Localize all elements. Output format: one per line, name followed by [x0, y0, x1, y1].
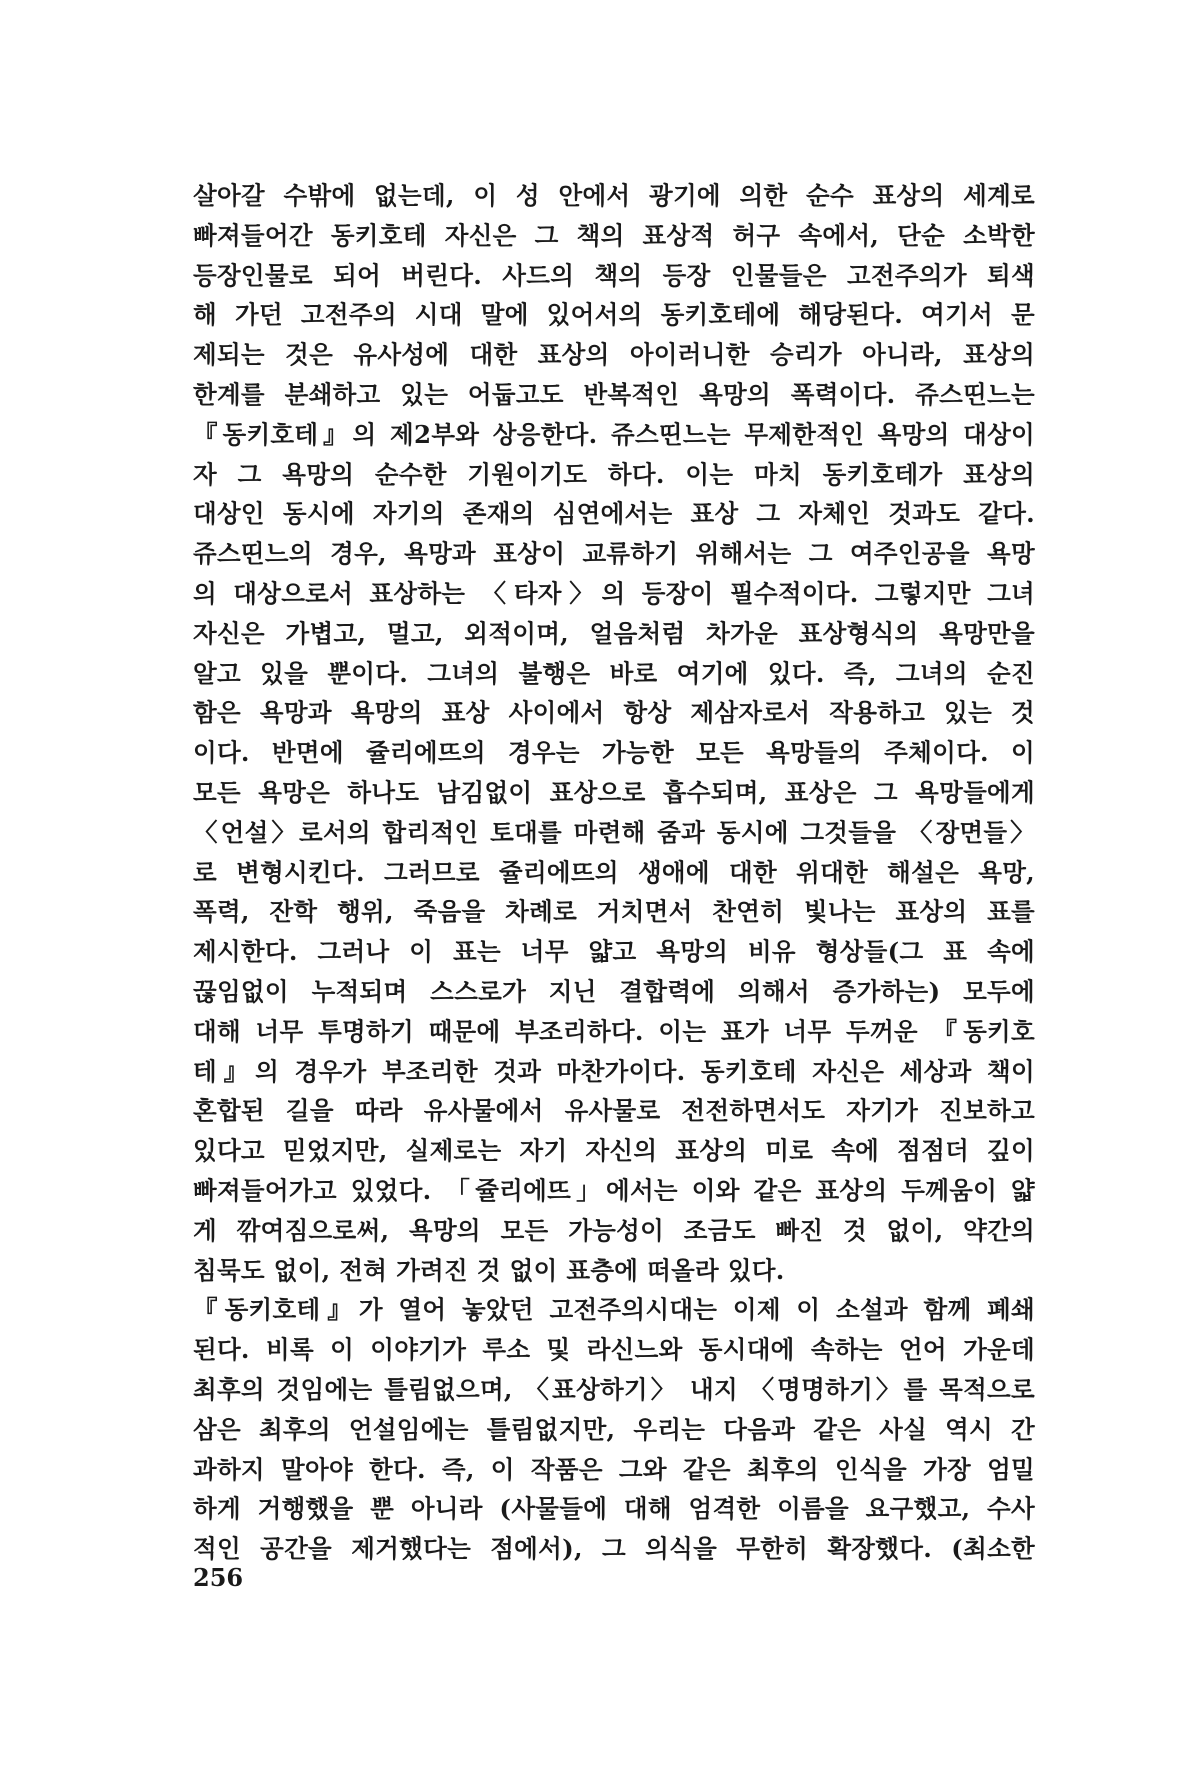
text-line: 있다고 믿었지만, 실제로는 자기 자신의 표상의 미로 속에 점점더 깊이: [193, 1136, 1035, 1166]
text-line: 빠져들어간 동키호테 자신은 그 책의 표상적 허구 속에서, 단순 소박한: [193, 220, 1035, 250]
text-line: 대해 너무 투명하기 때문에 부조리하다. 이는 표가 너무 두꺼운 『동키호: [193, 1016, 1035, 1046]
text-line: 이다. 반면에 쥴리에뜨의 경우는 가능한 모든 욕망들의 주체이다. 이: [193, 738, 1035, 768]
text-line: 『동키호테』가 열어 놓았던 고전주의시대는 이제 이 소설과 함께 폐쇄: [193, 1295, 1035, 1325]
text-line: 대상인 동시에 자기의 존재의 심연에서는 표상 그 자체인 것과도 같다.: [193, 499, 1035, 529]
text-line: 제시한다. 그러나 이 표는 너무 얇고 욕망의 비유 형상들(그 표 속에: [193, 937, 1035, 967]
text-line: 하게 거행했을 뿐 아니라 (사물들에 대해 엄격한 이름을 요구했고, 수사: [193, 1494, 1035, 1524]
text-line: 끊임없이 누적되며 스스로가 지닌 결합력에 의해서 증가하는) 모두에: [193, 976, 1035, 1006]
text-line: 의 대상으로서 표상하는 〈타자〉의 등장이 필수적이다. 그렇지만 그녀: [193, 578, 1035, 608]
text-line: 해 가던 고전주의 시대 말에 있어서의 동키호테에 해당된다. 여기서 문: [193, 300, 1035, 330]
text-line: 폭력, 잔학 행위, 죽음을 차례로 거치면서 찬연히 빛나는 표상의 표를: [193, 897, 1035, 927]
text-line: 빠져들어가고 있었다. 「쥴리에뜨」에서는 이와 같은 표상의 두께움이 얇: [193, 1175, 1035, 1205]
text-line: 혼합된 길을 따라 유사물에서 유사물로 전전하면서도 자기가 진보하고: [193, 1096, 1035, 1126]
text-line: 한계를 분쇄하고 있는 어둡고도 반복적인 욕망의 폭력이다. 쥬스띤느는: [193, 379, 1035, 409]
text-line: 쥬스띤느의 경우, 욕망과 표상이 교류하기 위해서는 그 여주인공을 욕망: [193, 539, 1035, 569]
text-line: 삼은 최후의 언설임에는 틀림없지만, 우리는 다음과 같은 사실 역시 간: [193, 1414, 1035, 1444]
text-line: 최후의 것임에는 틀림없으며, 〈표상하기〉 내지 〈명명하기〉를 목적으로: [193, 1374, 1035, 1404]
text-line: 과하지 말아야 한다. 즉, 이 작품은 그와 같은 최후의 인식을 가장 엄밀: [193, 1454, 1035, 1484]
body-text: [193, 176, 1035, 1569]
text-line: 알고 있을 뿐이다. 그녀의 불행은 바로 여기에 있다. 즉, 그녀의 순진: [193, 658, 1035, 688]
text-line: 게 깎여짐으로써, 욕망의 모든 가능성이 조금도 빠진 것 없이, 약간의: [193, 1215, 1035, 1245]
text-line: 함은 욕망과 욕망의 표상 사이에서 항상 제삼자로서 작용하고 있는 것: [193, 698, 1035, 728]
text-line: 살아갈 수밖에 없는데, 이 성 안에서 광기에 의한 순수 표상의 세계로: [193, 181, 1035, 210]
text-line: 로 변형시킨다. 그러므로 쥴리에뜨의 생애에 대한 위대한 해설은 욕망,: [193, 857, 1035, 887]
text-line: 등장인물로 되어 버린다. 사드의 책의 등장 인물들은 고전주의가 퇴색: [193, 260, 1035, 290]
text-line: 적인 공간을 제거했다는 점에서), 그 의식을 무한히 확장했다. (최소한: [193, 1534, 1035, 1564]
text-line: 〈언설〉로서의 합리적인 토대를 마련해 줌과 동시에 그것들을 〈장면들〉: [193, 817, 1035, 847]
text-line: 모든 욕망은 하나도 남김없이 표상으로 흡수되며, 표상은 그 욕망들에게: [193, 777, 1035, 807]
page-number: 256: [193, 1563, 244, 1592]
text-line: 자 그 욕망의 순수한 기원이기도 하다. 이는 마치 동키호테가 표상의: [193, 459, 1035, 489]
text-line: 침묵도 없이, 전혀 가려진 것 없이 표층에 떠올라 있다.: [193, 1255, 785, 1285]
text-line: 자신은 가볍고, 멀고, 외적이며, 얼음처럼 차가운 표상형식의 욕망만을: [193, 618, 1035, 648]
text-line: 된다. 비록 이 이야기가 루소 및 라신느와 동시대에 속하는 언어 가운데: [193, 1335, 1035, 1365]
text-line: 제되는 것은 유사성에 대한 표상의 아이러니한 승리가 아니라, 표상의: [193, 340, 1035, 370]
text-line: 『동키호테』의 제2부와 상응한다. 쥬스띤느는 무제한적인 욕망의 대상이: [193, 419, 1035, 449]
text-line: 테』의 경우가 부조리한 것과 마찬가이다. 동키호테 자신은 세상과 책이: [193, 1056, 1035, 1086]
